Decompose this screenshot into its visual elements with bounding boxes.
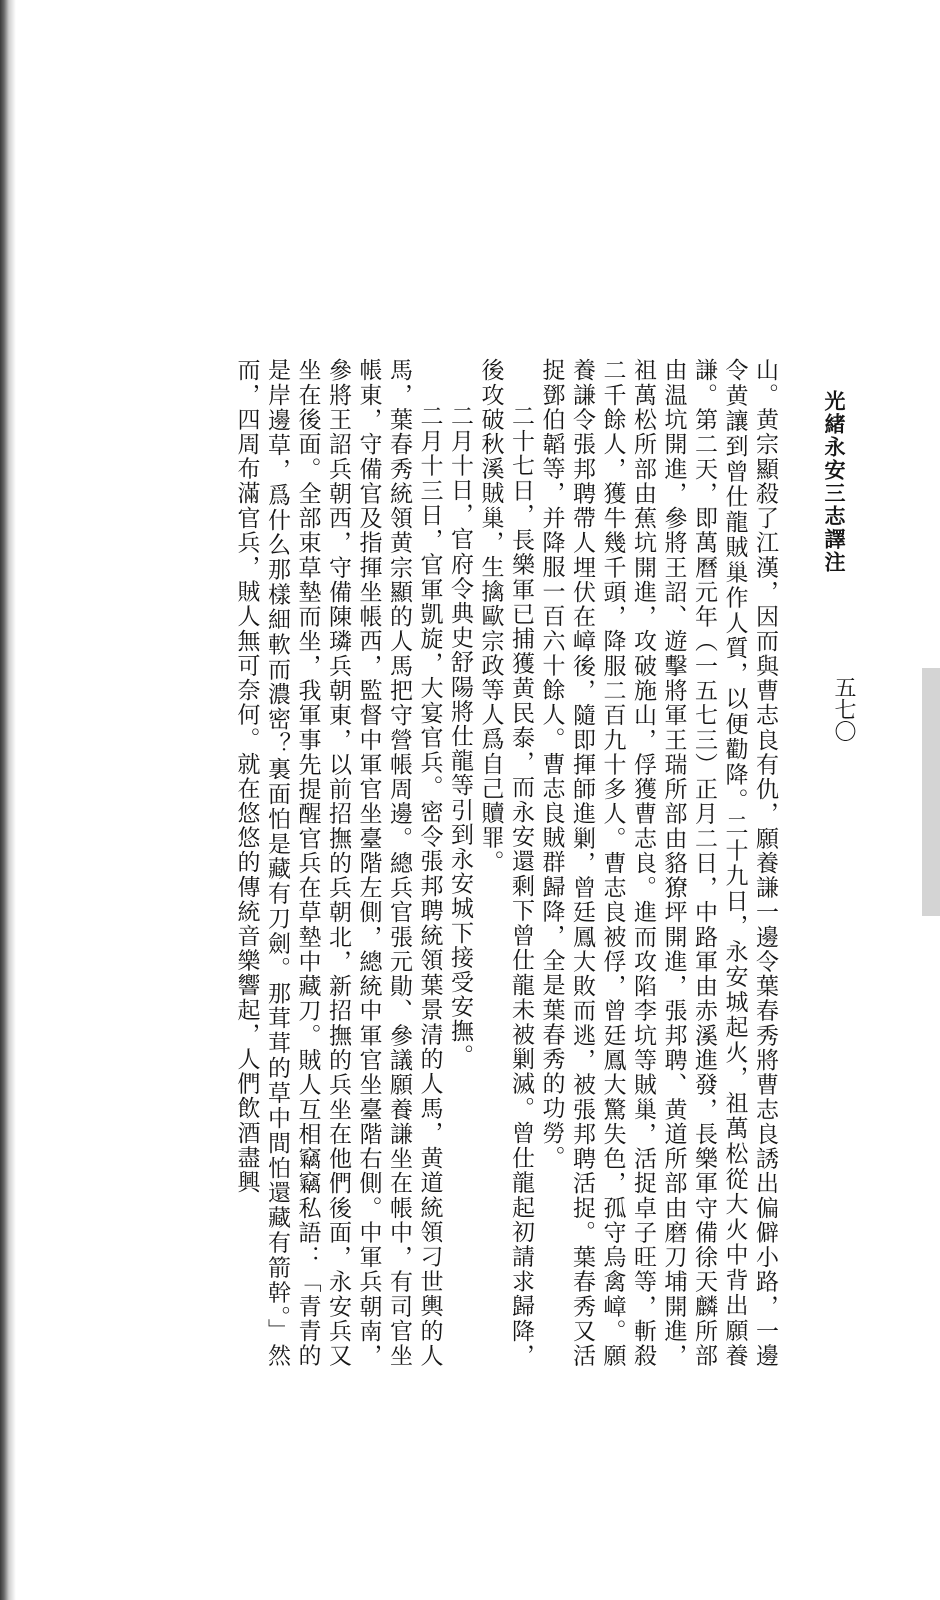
paragraph-1: 山。黄宗顯殺了江漢，因而與曹志良有仇，願養謙一邊令葉春秀將曹志良誘出偏僻小路，一邊令黄讓到曾仕龍賊巢作人質，以便勸降。二十九日，永安城起火，祖萬松從大火中背出願養謙。第二天，即萬曆元年（一五七三）正月二日，中路軍由赤溪進發，長樂軍守備徐天麟所部由温坑開進，參將王詔、遊擊將軍王瑞所部由貉獠坪開進，張邦聘、黄道所部由磨刀埔開進，祖萬松所部由蕉坑開進，攻破施山，俘獲曹志良。進而攻陷李坑等賊巢，活捉卓子旺等，斬殺二千餘人，獲牛幾千頭，降服二百九十多人。曹志良被俘，曾廷鳳大驚失色，孤守烏禽嶂。願養謙令張邦聘帶人埋伏在嶂後，隨即揮師進剿，曾廷鳳大敗而逃，被張邦聘活捉。葉春秀又活捉鄧伯韜等，并降服一百六十餘人。曹志良賊群歸降，全是葉春秀的功勞。 (538, 358, 778, 1368)
running-head: 光緒永安三志譯注 (822, 390, 847, 574)
page-number: 五七〇 (831, 676, 856, 742)
scan-left-edge (0, 0, 16, 1600)
paragraph-2: 二十七日，長樂軍已捕獲黄民泰，而永安還剩下曾仕龍未被剿滅。曾仕龍起初請求歸降，後攻破秋溪賊巢，生擒歐宗政等人爲自己贖罪。 (477, 358, 534, 1368)
body-text (140, 358, 780, 1368)
paragraph-4: 二月十三日，官軍凱旋，大宴官兵。密令張邦聘統領葉景清的人馬，黄道統領刁世輿的人馬，葉春秀統領黄宗顯的人馬把守營帳周邊。總兵官張元勛、參議願養謙坐在帳中，有司官坐帳東，守備官及指揮坐帳西，監督中軍官坐臺階左側，總統中軍官坐臺階右側。中軍兵朝南，參將王詔兵朝西，守備陳璘兵朝東，以前招撫的兵朝北，新招撫的兵坐在他們後面，永安兵又坐在後面。全部束草墊而坐，我軍事先提醒官兵在草墊中藏刀。賊人互相竊竊私語：「青青的是岸邊草，爲什么那樣細軟而濃密？裏面怕是藏有刀劍。那茸茸的草中間怕還藏有箭幹。」然而，四周布滿官兵，賊人無可奈何。就在悠悠的傳統音樂響起，人們飲酒盡興 (233, 358, 443, 1368)
scan-right-edge-shadow (922, 668, 940, 916)
paragraph-3: 二月十日，官府令典史舒陽將仕龍等引到永安城下接受安撫。 (447, 404, 473, 1069)
